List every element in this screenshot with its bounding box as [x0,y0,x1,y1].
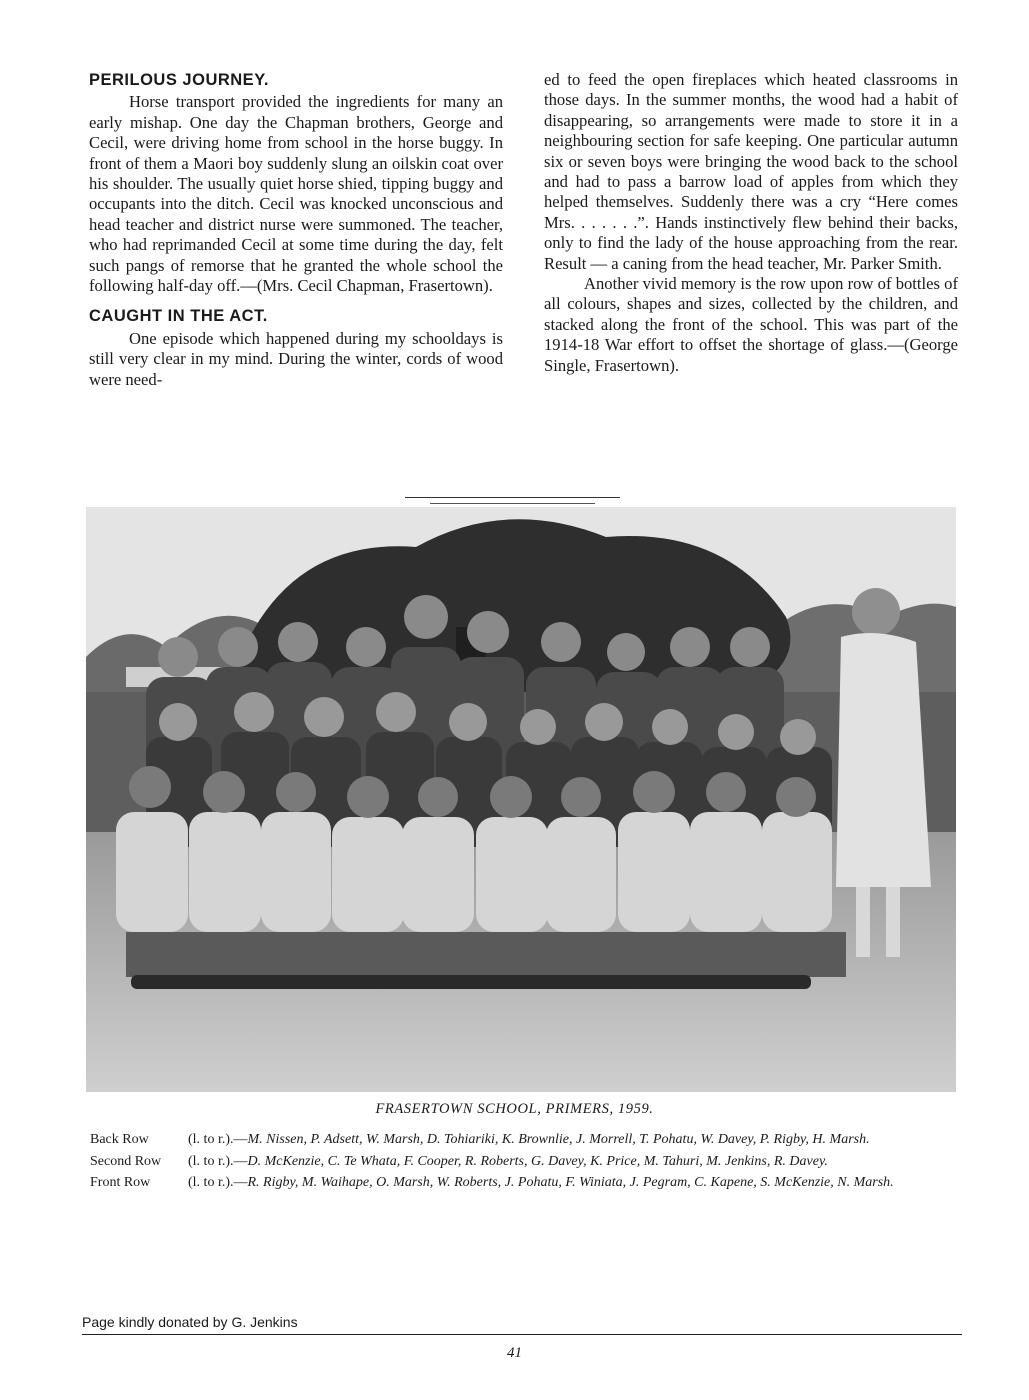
teacher-legs [856,887,870,957]
row-label: Back Row [90,1132,149,1147]
paragraph-continued: ed to feed the open fireplaces which heated classrooms in those days. In the summer months, the wood had a habit of disappearing, so arrangements were made to store it in a neighbouring section for safe keeping. One particular autumn six or seven boys were bringing the wood back to the school and had to pass a barrow load of apples from which they helped themselves. Suddenly there was a cry “Here comes Mrs. . . . . . .”. Hands instinctively flew behind their backs, only to find the lady of the house approaching from the rear. Result — a caning from the head teacher, Mr. Parker Smith. [544,70,958,273]
heading-perilous-journey: PERILOUS JOURNEY. [89,71,269,89]
shoes [131,975,811,989]
right-column [544,70,958,376]
row-names-text: M. Nissen, P. Adsett, W. Marsh, D. Tohiariki, K. Brownlie, J. Morrell, T. Pohatu, W. Davey, P. Rigby, H. Marsh. [247,1132,870,1147]
donation-note: Page kindly donated by G. Jenkins [82,1314,298,1330]
row-prefix: (l. to r.).— [188,1153,248,1169]
paragraph-perilous-journey: Horse transport provided the ingredients for many an early mishap. One day the Chapman brothers, George and Cecil, were driving home from school in the horse buggy. In front of them a Maori boy suddenly slung an oilskin coat over his shoulder. The usually quiet horse shied, tipping buggy and occupants into the ditch. Cecil was knocked unconscious and head teacher and district nurse were summoned. The teacher, who had reprimanded Cecil at some time during the day, felt such pangs of remorse that he granted the whole school the following half-day off.—(Mrs. Cecil Chapman, Frasertown). [89,92,503,296]
row-names-text: D. McKenzie, C. Te Whata, F. Cooper, R. Roberts, G. Davey, K. Price, M. Tahuri, M. Jenkins, R. Davey. [247,1153,828,1169]
teacher-face [852,588,900,636]
footer-rule [82,1334,962,1335]
left-column [89,70,503,390]
section-divider-secondary [430,503,595,504]
paragraph-bottles-memory: Another vivid memory is the row upon row of bottles of all colours, shapes and sizes, collected by the children, and stacked along the front of the school. This was part of the 1914-18 War effort to offset the shortage of glass.—(George Single, Frasertown). [544,274,958,375]
second-row-names [90,1154,970,1170]
class-photo-illustration [86,507,956,1092]
photo-caption: FRASERTOWN SCHOOL, PRIMERS, 1959. [375,1101,654,1117]
row-prefix: (l. to r.).— [188,1175,248,1190]
chairs-and-legs [126,932,846,977]
page-number: 41 [507,1345,522,1361]
row-label: Front Row [90,1175,151,1190]
row-names-text: R. Rigby, M. Waihape, O. Marsh, W. Roberts, J. Pohatu, F. Winiata, J. Pegram, C. Kapene, S. McKenzie, N. Marsh. [247,1175,894,1190]
back-row-names [90,1132,970,1148]
front-row-names [90,1175,970,1191]
heading-caught-in-the-act: CAUGHT IN THE ACT. [89,307,268,326]
name-rows [90,1132,970,1197]
section-divider [405,497,620,498]
teacher-dress [836,633,931,887]
row-prefix: (l. to r.).— [188,1132,248,1147]
class-photograph [86,507,956,1092]
row-label: Second Row [90,1153,162,1169]
paragraph-caught-in-the-act: One episode which happened during my schooldays is still very clear in my mind. During the winter, cords of wood were need- [89,328,503,389]
